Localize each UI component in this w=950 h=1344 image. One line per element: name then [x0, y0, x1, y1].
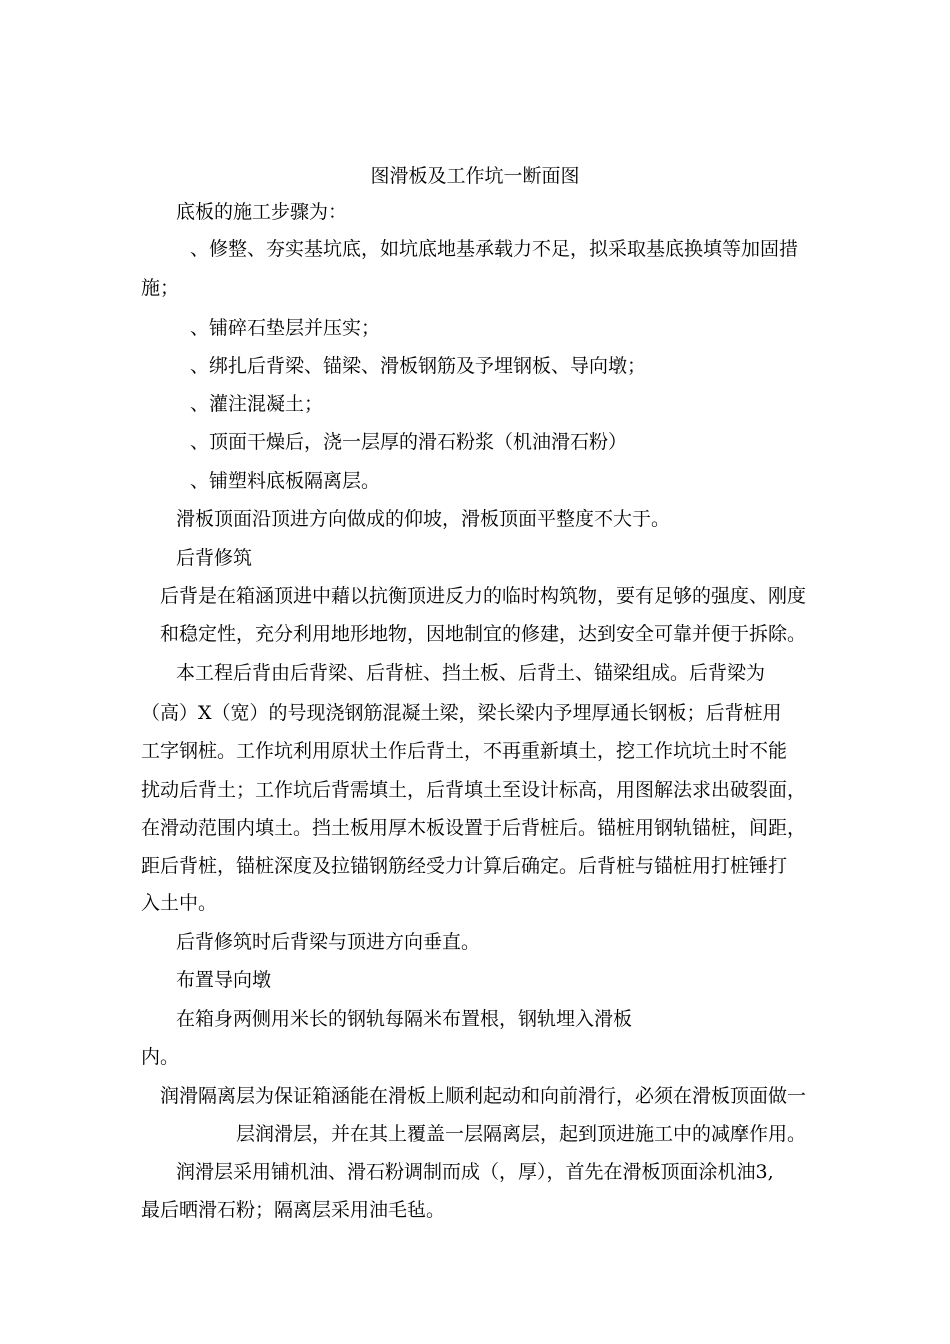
paragraph-line: 、顶面干燥后，浇一层厚的滑石粉浆（机油滑石粉）: [190, 431, 628, 453]
paragraph-line: 扰动后背土；工作坑后背需填土，后背填土至设计标高，用图解法求出破裂面，: [141, 779, 807, 801]
paragraph-line: 、灌注混凝土；: [190, 393, 324, 415]
paragraph-line: 润滑隔离层为保证箱涵能在滑板上顺利起动和向前滑行，必须在滑板顶面做一: [160, 1085, 807, 1107]
paragraph-line: 和稳定性，充分利用地形地物，因地制宜的修建，达到安全可靠并便于拆除。: [160, 623, 807, 645]
paragraph-line: 最后晒滑石粉；隔离层采用油毛毡。: [141, 1199, 446, 1221]
paragraph-line: 距后背桩，锚桩深度及拉锚钢筋经受力计算后确定。后背桩与锚桩用打桩锤打: [141, 855, 788, 877]
paragraph-line: 在箱身两侧用米长的钢轨每隔米布置根，钢轨埋入滑板: [176, 1008, 633, 1030]
paragraph-line: 、铺塑料底板隔离层。: [190, 470, 381, 492]
paragraph-line: 后背修筑时后背梁与顶进方向垂直。: [176, 931, 481, 953]
figure-caption: 图滑板及工作坑一断面图: [370, 165, 580, 187]
section-heading: 布置导向墩: [176, 969, 272, 991]
section-heading: 后背修筑: [176, 547, 253, 569]
paragraph-line: 层润滑层，并在其上覆盖一层隔离层，起到顶进施工中的减摩作用。: [236, 1123, 807, 1145]
paragraph-line: 施；: [141, 277, 180, 299]
paragraph-line: 入土中。: [141, 892, 218, 914]
paragraph-line: 、修整、夯实基坑底，如坑底地基承载力不足，拟采取基底换填等加固措: [190, 238, 799, 260]
paragraph-line: 滑板顶面沿顶进方向做成的仰坡，滑板顶面平整度不大于。: [176, 508, 671, 530]
paragraph-line: 工字钢桩。工作坑利用原状土作后背土，不再重新填土，挖工作坑坑土时不能: [141, 740, 788, 762]
paragraph-line: 本工程后背由后背梁、后背桩、挡土板、后背土、锚梁组成。后背梁为: [176, 662, 766, 684]
paragraph-line: 内。: [141, 1046, 180, 1068]
paragraph-line: 后背是在箱涵顶进中藉以抗衡顶进反力的临时构筑物，要有足够的强度、刚度: [160, 585, 807, 607]
paragraph-line: 底板的施工步骤为：: [176, 201, 348, 223]
paragraph-line: 、绑扎后背梁、锚梁、滑板钢筋及予埋钢板、导向墩；: [190, 355, 647, 377]
paragraph-line: （高）X（宽）的号现浇钢筋混凝土梁，梁长梁内予埋厚通长钢板；后背桩用: [141, 702, 782, 724]
paragraph-line: 润滑层采用铺机油、滑石粉调制而成（，厚），首先在滑板顶面涂机油3,: [176, 1161, 774, 1183]
paragraph-line: 在滑动范围内填土。挡土板用厚木板设置于后背桩后。锚桩用钢轨锚桩，间距，: [141, 817, 807, 839]
paragraph-line: 、铺碎石垫层并压实；: [190, 317, 381, 339]
